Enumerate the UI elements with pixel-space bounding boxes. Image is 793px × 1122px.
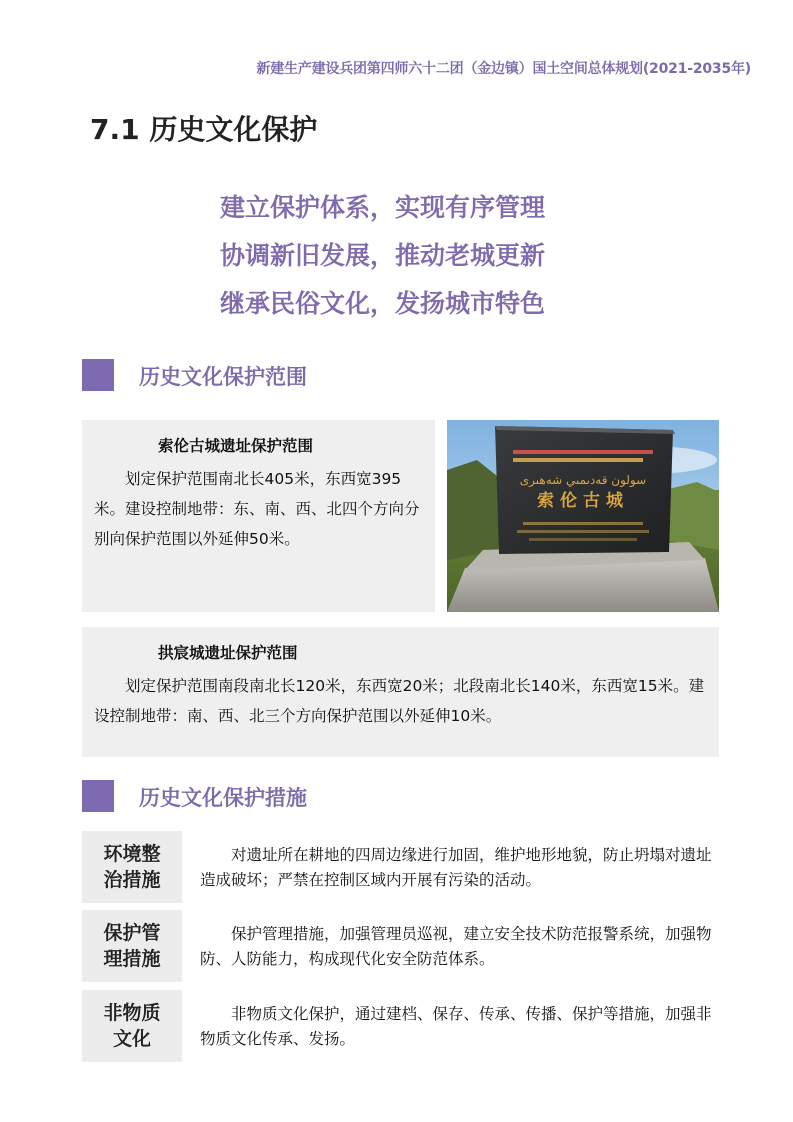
site-description: 划定保护范围南北长405米，东西宽395米。建设控制地带：东、南、西、北四个方向分别向保护范围以外延伸50米。 <box>94 470 420 548</box>
measure-description: 对遗址所在耕地的四周边缘进行加固，维护地形地貌，防止坍塌对遗址造成破坏；严禁在控制区域内开展有污染的活动。 <box>200 846 712 889</box>
stele-uyghur-text: سولون قەدىمىي شەھىرى <box>519 473 647 487</box>
measure-label-line: 非物质 <box>103 1002 161 1024</box>
measure-description: 保护管理措施，加强管理员巡视，建立安全技术防范报警系统，加强物防、人防能力，构成现代化安全防范体系。 <box>200 925 712 968</box>
measure-environment <box>82 831 719 903</box>
page-title: 7.1 历史文化保护 <box>90 113 318 146</box>
measure-label-line: 保护管 <box>103 922 161 944</box>
stele-title-text: 索伦古城 <box>537 491 629 511</box>
measure-label <box>82 910 182 982</box>
measure-management <box>82 910 719 982</box>
section-marker <box>82 359 114 391</box>
section-heading-text: 历史文化保护措施 <box>139 786 307 810</box>
stele-photo <box>447 420 719 612</box>
measure-label <box>82 831 182 903</box>
measure-intangible-culture <box>82 990 719 1062</box>
measure-label-line: 理措施 <box>103 948 161 970</box>
slogan-item: 协调新旧发展，推动老城更新 <box>220 241 546 270</box>
measure-label-line: 环境整 <box>103 843 161 865</box>
section-marker <box>82 780 114 812</box>
measure-label-line: 治措施 <box>103 869 161 891</box>
slogan-list <box>220 184 545 328</box>
document-header: 新建生产建设兵团第四师六十二团（金边镇）国土空间总体规划(2021-2035年) <box>256 61 751 77</box>
site-description: 划定保护范围南段南北长120米，东西宽20米；北段南北长140米，东西宽15米。建设控制地带：南、西、北三个方向保护范围以外延伸10米。 <box>94 677 705 725</box>
site-title: 拱宸城遗址保护范围 <box>158 644 298 662</box>
section-heading-text: 历史文化保护范围 <box>139 365 307 389</box>
measure-description: 非物质文化保护，通过建档、保存、传承、传播、保护等措施，加强非物质文化传承、发扬。 <box>200 1005 712 1048</box>
site-suolun-panel <box>82 420 435 612</box>
site-gongchen-panel <box>82 627 719 757</box>
slogan-item: 继承民俗文化，发扬城市特色 <box>220 289 546 318</box>
measure-label-line: 文化 <box>112 1028 151 1050</box>
measure-label <box>82 990 182 1062</box>
site-title: 索伦古城遗址保护范围 <box>158 437 314 455</box>
slogan-item: 建立保护体系，实现有序管理 <box>220 193 546 222</box>
